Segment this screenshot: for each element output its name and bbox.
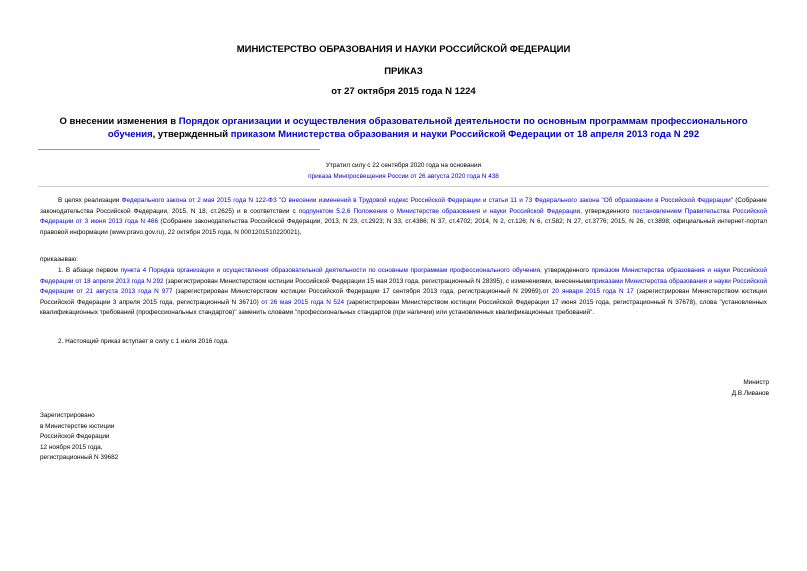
title-text-2: , утвержденный: [152, 129, 231, 140]
title-text-1: О внесении изменения в: [59, 116, 179, 127]
registration-block: [40, 411, 118, 464]
item1-text-5: (зарегистрирован Министерством юстиции Российской Федерации 3 апреля 2015 года, регистрационный N 36710): [40, 288, 767, 306]
preamble-text-3: , утвержденного: [580, 207, 633, 215]
preamble-link-federal-law[interactable]: Федерального закона от 2 мая 2015 года N 122-ФЗ "О внесении изменений в Трудовой кодекс Российской Федерации и статьи 11 и 73 Федерального закона "Об образовании в Российской Федерации": [121, 197, 733, 204]
paragraph-item-1: [40, 266, 767, 319]
document-date-number: от 27 октября 2015 года N 1224: [331, 86, 476, 97]
item1-link-order-17[interactable]: от 20 января 2015 года N 17: [542, 288, 634, 296]
preamble-text-2: (Собрание законодательства Российской Федерации, 2015, N 18, ст.2625) и в соответствии с: [40, 197, 767, 215]
title-link-order-292[interactable]: приказом Министерства образования и науки Российской Федерации от 18 апреля 2013 года N 292: [230, 129, 700, 140]
document-title: [40, 115, 767, 141]
status-note-link[interactable]: приказа Минпросвещения России от 26 августа 2020 года N 438: [308, 173, 499, 180]
registration-line-1: Зарегистрировано: [40, 412, 95, 419]
item1-text-3: (зарегистрирован Министерством юстиции Российской Федерации 15 мая 2013 года, регистрационный N 28395), с изменениями, внесенными: [163, 277, 592, 285]
registration-line-3: Российской Федерации: [40, 433, 110, 441]
item1-text-4: (зарегистрирован Министерством юстиции Российской Федерации 17 сентября 2013 года, регистрационный N 29969),: [172, 288, 543, 296]
registration-line-5: регистрационный N 39682: [40, 454, 119, 462]
signature-block: [732, 378, 769, 399]
divider-long: [38, 186, 769, 187]
item1-link-order-977[interactable]: приказами Министерства образования и науки Российской Федерации от 21 августа 2013 года N 977: [40, 277, 767, 296]
item1-link-order-524[interactable]: от 26 мая 2015 года N 524: [261, 298, 345, 306]
registration-line-2: в Министерстве юстиции: [40, 422, 115, 430]
item1-link-clause-4[interactable]: пункта 4 Порядка организации и осуществления образовательной деятельности по основным программам профессионального обучения: [120, 267, 541, 274]
signature-name: Д.В.Ливанов: [731, 389, 769, 397]
preamble-link-subclause[interactable]: подпунктом 5.2.6 Положения о Министерстве образования и науки Российской Федерации: [298, 207, 581, 215]
status-note-text: Утратил силу с 22 сентября 2020 года на основании: [325, 162, 482, 169]
document-type-heading: ПРИКАЗ: [384, 66, 423, 77]
status-note: [0, 160, 807, 182]
paragraph-item-2: 2. Настоящий приказ вступает в силу с 1 июля 2016 года.: [58, 338, 229, 345]
preamble-text-1: В целях реализации: [58, 197, 122, 204]
title-link-procedure[interactable]: Порядок организации и осуществления образовательной деятельности по основным программам профессионального обучения: [107, 116, 748, 140]
preamble-link-government-resolution[interactable]: постановлением Правительства Российской Федерации от 3 июня 2013 года N 466: [40, 207, 767, 226]
item1-text-6: (зарегистрирован Министерством юстиции Российской Федерации 17 июня 2015 года, регистрационный N 37678), слова "установленных квалификационных требований (профессиональных стандартов)" заменить словами "профессиональных стандартов (при наличии) или установленных квалификационных требований".: [40, 298, 767, 317]
order-word: приказываю:: [40, 256, 78, 263]
paragraph-preamble: [40, 196, 767, 238]
item1-text-2: , утвержденного: [540, 267, 592, 274]
item1-text-1: 1. В абзаце первом: [58, 267, 121, 274]
registration-line-4: 12 ноября 2015 года,: [40, 443, 103, 451]
divider-short: [38, 149, 320, 150]
signature-position: Министр: [743, 379, 769, 386]
item1-link-order-292[interactable]: приказом Министерства образования и науки Российской Федерации от 18 апреля 2013 года N 292: [40, 267, 767, 285]
ministry-heading: МИНИСТЕРСТВО ОБРАЗОВАНИЯ И НАУКИ РОССИЙСКОЙ ФЕДЕРАЦИИ: [236, 44, 571, 55]
preamble-text-4: (Собрание законодательства Российской Федерации, 2013, N 23, ст.2923; N 33, ст.4386; N 37, ст.4702; 2014, N 2, ст.126; N 6, ст.582; N 27, ст.3776; 2015, N 26, ст.3898; официальный интернет-портал правовой информации (www.pravo.gov.ru), 22 октября 2015 года, N 0001201510220021),: [40, 218, 767, 236]
